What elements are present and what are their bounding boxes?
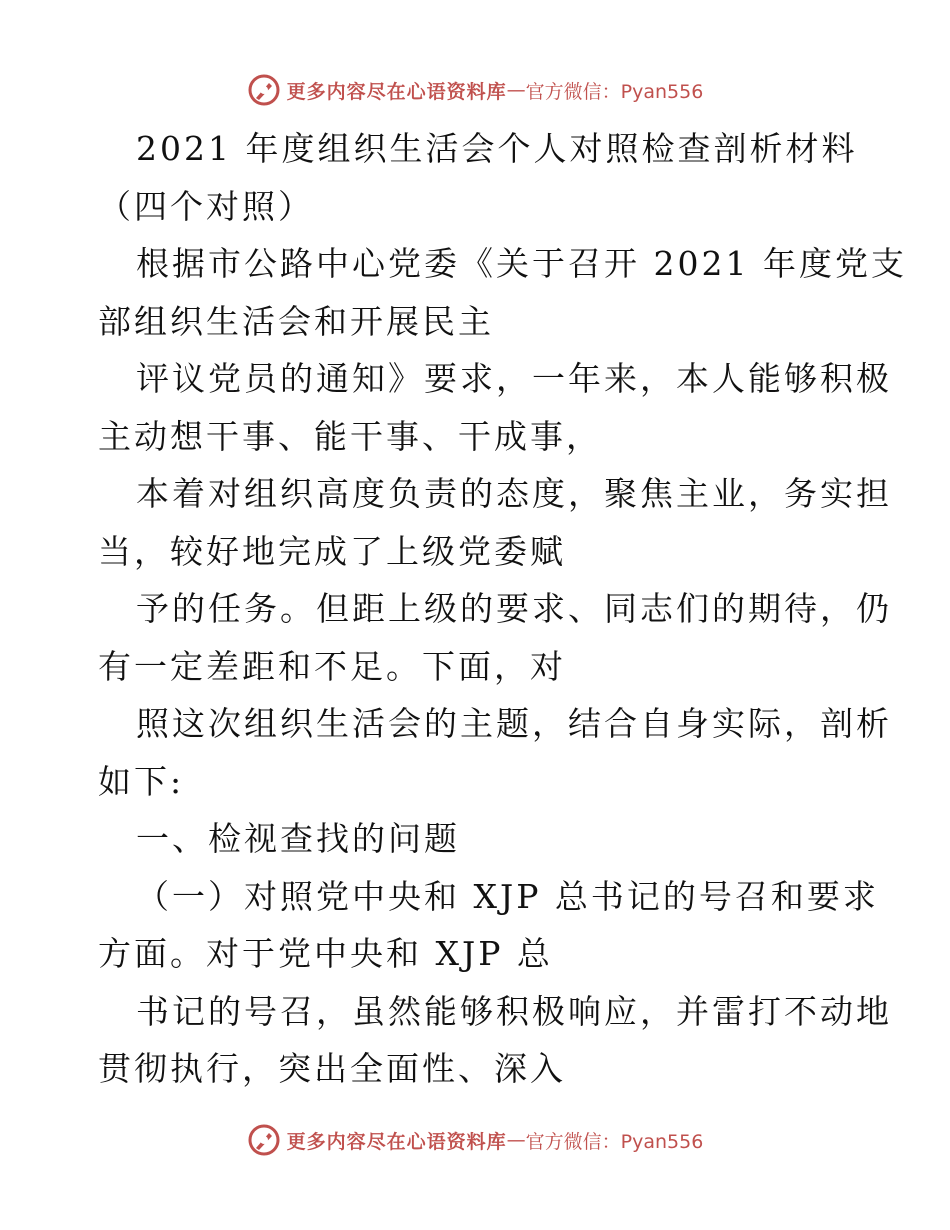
paragraph-line: 书记的号召，虽然能够积极响应，并雷打不动地 xyxy=(136,991,892,1031)
paragraph-line: 有一定差距和不足。下面，对 xyxy=(98,646,566,686)
paragraph-line: 当，较好地完成了上级党委赋 xyxy=(98,531,566,571)
watermark-brand: 更多内容尽在心语资料库 xyxy=(286,1130,507,1153)
paragraph-line: 如下: xyxy=(98,761,185,801)
footer-watermark xyxy=(0,1120,950,1160)
paragraph-line: 本着对组织高度负责的态度，聚焦主业，务实担 xyxy=(136,474,892,513)
red-pen-icon xyxy=(247,73,281,107)
watermark-contact: 官方微信：Pyan556 xyxy=(525,1130,704,1153)
paragraph-line: 方面。对于党中央和 XJP 总 xyxy=(98,934,553,973)
section-heading: 一、检视查找的问题 xyxy=(136,819,460,858)
paragraph-line: 评议党员的通知》要求，一年来，本人能够积极 xyxy=(136,359,892,398)
document-body xyxy=(98,120,907,1098)
watermark-brand: 更多内容尽在心语资料库 xyxy=(286,80,507,103)
paragraph-line: 根据市公路中心党委《关于召开 2021 年度党支 xyxy=(136,244,907,283)
paragraph-line: 照这次组织生活会的主题，结合自身实际，剖析 xyxy=(136,704,892,743)
subsection-heading: （一）对照党中央和 XJP 总书记的号召和要求 xyxy=(136,876,879,916)
paragraph-line: 贯彻执行，突出全面性、深入 xyxy=(98,1049,566,1088)
watermark-contact: 官方微信：Pyan556 xyxy=(525,80,704,103)
document-subtitle: （四个对照） xyxy=(98,186,314,226)
paragraph-line: 主动想干事、能干事、干成事， xyxy=(98,416,602,456)
watermark-dash: — xyxy=(506,1129,526,1151)
paragraph-line: 予的任务。但距上级的要求、同志们的期待，仍 xyxy=(136,589,892,628)
header-watermark xyxy=(0,70,950,110)
red-pen-icon xyxy=(247,1123,281,1157)
watermark-dash: — xyxy=(506,79,526,101)
paragraph-line: 部组织生活会和开展民主 xyxy=(98,301,494,341)
document-title: 2021 年度组织生活会个人对照检查剖析材料 xyxy=(136,129,858,168)
